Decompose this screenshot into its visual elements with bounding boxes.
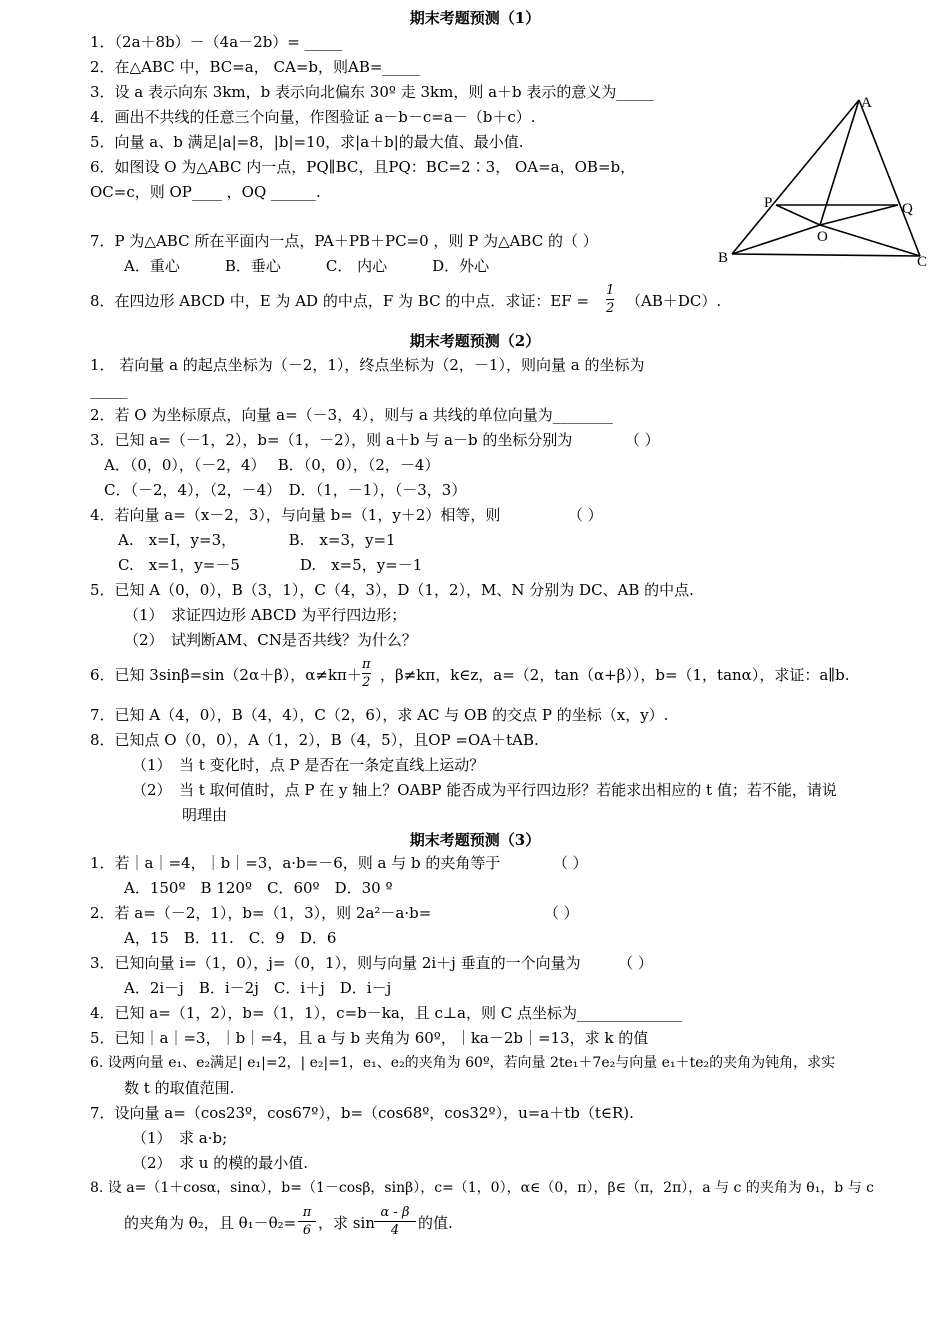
fraction-denominator: 2 xyxy=(362,675,371,690)
s3-q1: 1．若｜a｜=4，｜b｜=3，a·b=－6，则 a 与 b 的夹角等于 （ ） xyxy=(90,854,588,872)
fraction-numerator: α - β xyxy=(380,1205,410,1220)
s3-q7-part1: （1） 求 a·b; xyxy=(132,1129,228,1147)
figure-label-p: P xyxy=(764,195,773,211)
fraction-denominator: 2 xyxy=(606,301,615,316)
s3-q6-cont: 数 t 的取值范围. xyxy=(124,1079,235,1097)
s3-q1-options: A．150º B 120º C．60º D．30 º xyxy=(124,879,393,897)
s3-q3-options: A．2i－j B．i－2j C．i＋j D．i－j xyxy=(124,979,392,997)
section-2-title: 期末考题预测（2） xyxy=(409,332,541,350)
s2-q8: 8．已知点 O（0，0），A（1，2），B（4，5），且OP =OA＋tAB. xyxy=(90,731,539,749)
s1-q4: 4．画出不共线的任意三个向量，作图验证 a－b－c=a－（b＋c）. xyxy=(90,108,536,126)
s3-q2: 2．若 a=（－2，1），b=（1，3），则 2a²－a·b= （ ） xyxy=(90,904,579,922)
s2-q1-blank: _____ xyxy=(90,381,128,399)
s1-q5: 5．向量 a、b 满足|a|=8，|b|=10，求|a＋b|的最大值、最小值. xyxy=(90,133,524,151)
figure-label-b: B xyxy=(718,250,729,266)
s1-q2: 2．在△ABC 中，BC=a， CA=b，则AB=_____ xyxy=(90,58,420,76)
s3-q8-fraction-2 xyxy=(374,1204,416,1239)
s2-q3-options-ab: A．（0，0），（－2，4） B．（0，0），（2，－4） xyxy=(104,456,440,474)
triangle-figure xyxy=(712,88,932,278)
s2-q8-part2-cont: 明理由 xyxy=(182,806,228,824)
s1-q8-fraction xyxy=(606,282,614,317)
s2-q8-part1: （1） 当 t 变化时，点 P 是否在一条定直线上运动？ xyxy=(132,756,485,774)
s3-q2-options: A，15 B．11. C．9 D．6 xyxy=(124,929,337,947)
s3-q7-part2: （2） 求 u 的模的最小值. xyxy=(132,1154,309,1172)
s1-q7: 7．P 为△ABC 所在平面内一点，PA＋PB＋PC=0 ，则 P 为△ABC 的（ ） xyxy=(90,232,598,250)
fraction-denominator: 4 xyxy=(390,1223,400,1238)
fraction-numerator: 1 xyxy=(606,283,615,298)
s2-q3-options-cd: C．（－2，4），（2，－4） D．（1，－1），（－3，3） xyxy=(104,481,467,499)
fraction-numerator: π xyxy=(302,1205,312,1220)
s1-q3: 3．设 a 表示向东 3km，b 表示向北偏东 30º 走 3km，则 a＋b 表示的意义为_____ xyxy=(90,83,654,101)
s3-q8-cont-2: ，求 sin xyxy=(318,1214,375,1232)
s2-q4-options-ab: A. x=I，y=3， B. x=3，y=1 xyxy=(118,531,396,549)
s2-q5-part1: （1） 求证四边形 ABCD 为平行四边形； xyxy=(124,606,407,624)
section-3-title: 期末考题预测（3） xyxy=(409,831,541,849)
s2-q6-cont: ，β≠kπ，k∈z，a=（2，tan（α+β）），b=（1，tanα），求证：a∥b. xyxy=(380,666,850,684)
s1-q8-cont: （AB＋DC）. xyxy=(626,292,722,310)
s2-q7: 7．已知 A（4，0），B（4，4），C（2，6），求 AC 与 OB 的交点 P 的坐标（x，y）. xyxy=(90,706,669,724)
s2-q5: 5．已知 A（0，0），B（3，1），C（4，3），D（1，2），M、N 分别为 DC、AB 的中点. xyxy=(90,581,694,599)
s2-q8-part2: （2） 当 t 取何值时，点 P 在 y 轴上？OABP 能否成为平行四边形？若能求出相应的 t 值；若不能，请说 xyxy=(132,781,837,799)
s3-q4: 4．已知 a=（1，2），b=（1，1），c=b－ka，且 c⊥a，则 C 点坐标为______________ xyxy=(90,1004,683,1022)
s2-q4-options-cd: C. x=1，y=－5 D. x=5，y=－1 xyxy=(118,556,423,574)
figure-label-q: Q xyxy=(902,201,913,217)
s3-q3: 3．已知向量 i=（1，0），j=（0，1），则与向量 2i＋j 垂直的一个向量为 （ ） xyxy=(90,954,653,972)
s3-q8-cont: 的夹角为 θ₂，且 θ₁－θ₂= xyxy=(124,1214,297,1232)
s3-q5: 5．已知｜a｜=3，｜b｜=4，且 a 与 b 夹角为 60º，｜ka－2b｜=13，求 k 的值 xyxy=(90,1029,649,1047)
s2-q3: 3．已知 a=（－1，2），b=（1，－2），则 a＋b 与 a－b 的坐标分别为 （ ） xyxy=(90,431,660,449)
s2-q1: 1． 若向量 a 的起点坐标为（－2，1），终点坐标为（2，－1），则向量 a 的坐标为 xyxy=(90,356,645,374)
fraction-numerator: π xyxy=(362,657,371,672)
s3-q6: 6. 设两向量 e₁、e₂满足| e₁|=2，| e₂|=1，e₁、e₂的夹角为 60º，若向量 2te₁＋7e₂与向量 e₁＋te₂的夹角为钝角，求实 xyxy=(90,1055,836,1071)
section-1-title: 期末考题预测（1） xyxy=(409,9,541,27)
s3-q8-cont-3: 的值. xyxy=(418,1214,453,1232)
s1-q6-cont: OC=c，则 OP____ ，OQ ______. xyxy=(90,183,321,201)
s2-q4: 4．若向量 a=（x－2，3），与向量 b=（1，y＋2）相等，则 （ ） xyxy=(90,506,603,524)
s1-q7-options: A．重心 B．垂心 C． 内心 D．外心 xyxy=(124,257,490,275)
s2-q2: 2．若 O 为坐标原点，向量 a=（－3，4），则与 a 共线的单位向量为________ xyxy=(90,406,613,424)
figure-label-o: O xyxy=(817,229,828,245)
figure-label-a: A xyxy=(861,95,872,111)
s1-q8: 8．在四边形 ABCD 中，E 为 AD 的中点，F 为 BC 的中点．求证：EF = xyxy=(90,292,590,310)
figure-label-c: C xyxy=(917,254,928,270)
s2-q6: 6．已知 3sinβ=sin（2α＋β），α≠kπ＋ xyxy=(90,666,362,684)
s3-q8: 8. 设 a=（1＋cosα，sinα），b=（1－cosβ，sinβ），c=（1，0），α∈（0，π），β∈（π，2π），a 与 c 的夹角为 θ₁，b 与 c xyxy=(90,1180,875,1196)
s2-q6-fraction xyxy=(362,656,371,691)
s3-q7: 7．设向量 a=（cos23º，cos67º），b=（cos68º，cos32º），u=a＋tb（t∈R). xyxy=(90,1104,634,1122)
fraction-denominator: 6 xyxy=(302,1223,312,1238)
s1-q1: 1．（2a＋8b）－（4a－2b）= _____ xyxy=(90,33,343,51)
s3-q8-fraction-1 xyxy=(298,1204,316,1239)
s1-q6: 6．如图设 O 为△ABC 内一点，PQ∥BC，且PQ：BC=2∶3， OA=a，OB=b， xyxy=(90,158,636,176)
s2-q5-part2: （2） 试判断AM、CN是否共线？为什么？ xyxy=(124,631,417,649)
